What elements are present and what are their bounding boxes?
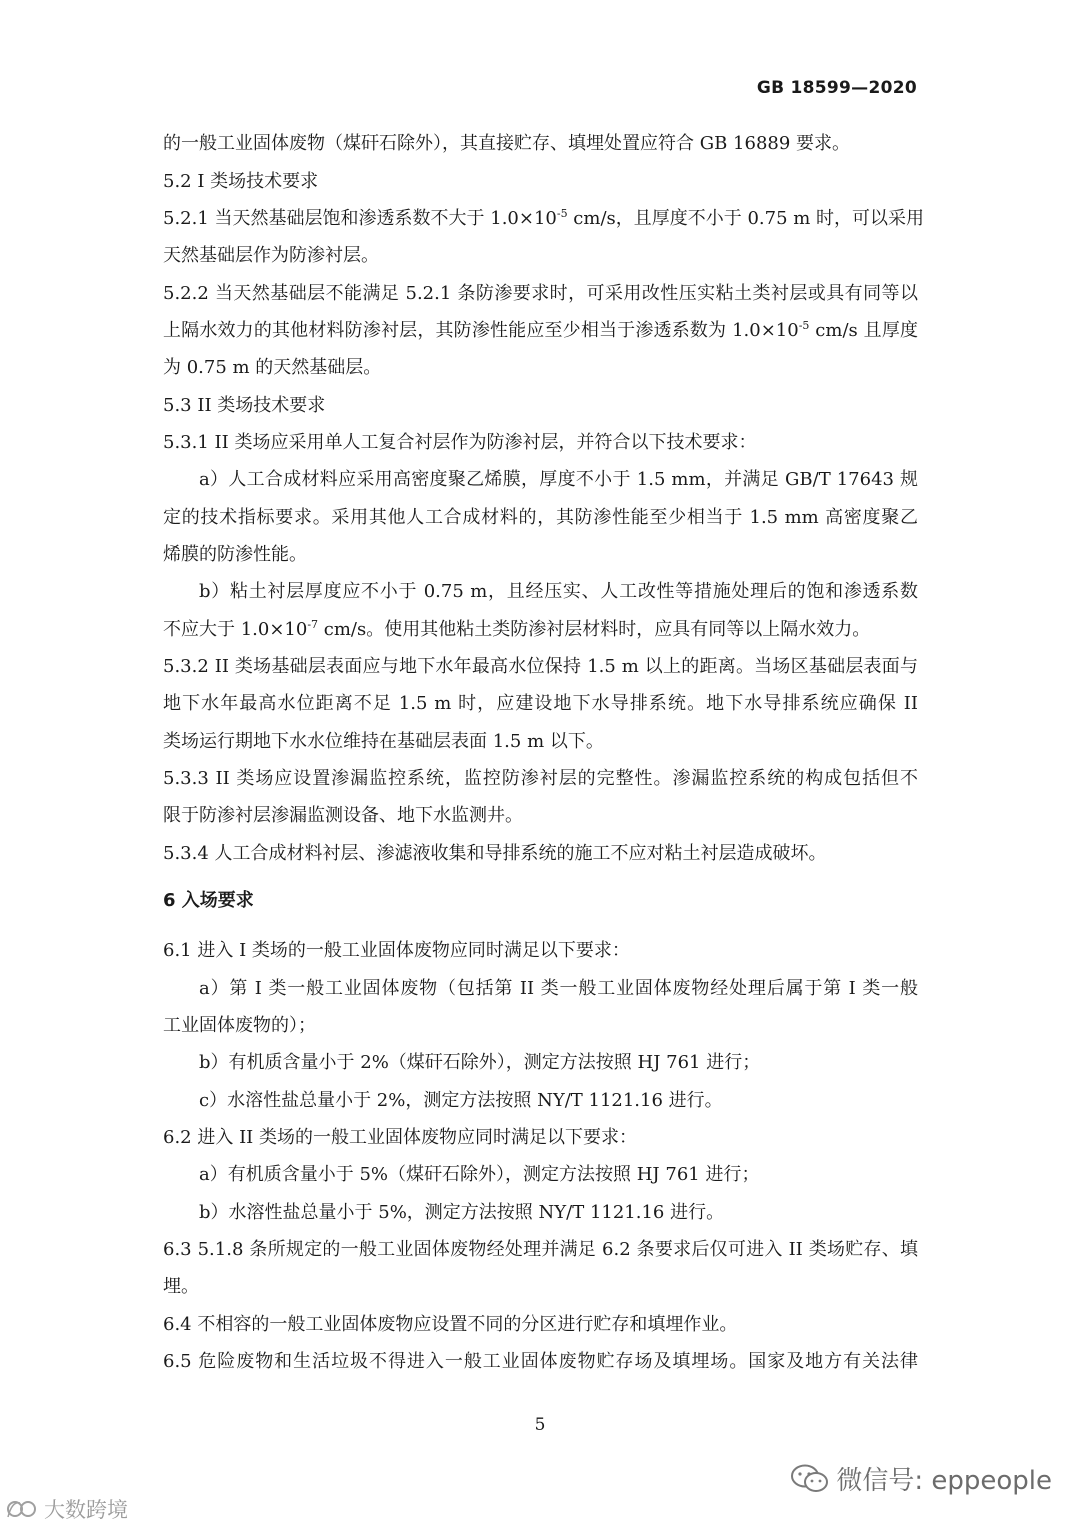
list-item-a: a）有机质含量小于 5%（煤矸石除外），测定方法按照 HJ 761 进行； bbox=[199, 1164, 760, 1185]
brand-logo-icon bbox=[6, 1497, 40, 1521]
page-number: 5 bbox=[534, 1415, 546, 1435]
standard-number: GB 18599—2020 bbox=[756, 78, 917, 98]
text-line: 6.3 5.1.8 条所规定的一般工业固体废物经处理并满足 6.2 条要求后仅可进入 II 类场贮存、填 bbox=[163, 1239, 918, 1260]
text-line: 5.3.4 人工合成材料衬层、渗滤液收集和导排系统的施工不应对粘土衬层造成破坏。 bbox=[163, 843, 827, 864]
text-line: 埋。 bbox=[163, 1276, 199, 1297]
section-heading-5-3: 5.3 II 类场技术要求 bbox=[163, 395, 326, 416]
text-line: 6.4 不相容的一般工业固体废物应设置不同的分区进行贮存和填埋作业。 bbox=[163, 1314, 738, 1335]
list-item-b: b）粘土衬层厚度应不小于 0.75 m，且经压实、人工改性等措施处理后的饱和渗透系数 bbox=[199, 581, 918, 602]
chapter-heading-6: 6 入场要求 bbox=[163, 890, 254, 911]
text-line: 定的技术指标要求。采用其他人工合成材料的，其防渗性能至少相当于 1.5 mm 高密度聚乙 bbox=[163, 507, 918, 528]
text-line: 类场运行期地下水水位维持在基础层表面 1.5 m 以下。 bbox=[163, 731, 604, 752]
text-line: 烯膜的防渗性能。 bbox=[163, 544, 307, 565]
list-item-b: b）有机质含量小于 2%（煤矸石除外），测定方法按照 HJ 761 进行； bbox=[199, 1052, 761, 1073]
text-line: 上隔水效力的其他材料防渗衬层，其防渗性能应至少相当于渗透系数为 $1.0\times 10^{-5}$ cm/s 且厚度 bbox=[163, 319, 918, 341]
text-line: 5.3.2 II 类场基础层表面应与地下水年最高水位保持 1.5 m 以上的距离。当场区基础层表面与 bbox=[163, 656, 918, 677]
list-item-a: a）第 I 类一般工业固体废物（包括第 II 类一般工业固体废物经处理后属于第 I 类一般 bbox=[199, 978, 918, 999]
text-line: 工业固体废物的）； bbox=[163, 1015, 316, 1036]
section-heading-5-2: 5.2 I 类场技术要求 bbox=[163, 171, 319, 192]
text-line: 6.5 危险废物和生活垃圾不得进入一般工业固体废物贮存场及填埋场。国家及地方有关法律 bbox=[163, 1351, 918, 1372]
text-line: 5.2.1 当天然基础层饱和渗透系数不大于 $1.0\times 10^{-5}$ cm/s，且厚度不小于 0.75 m 时，可以采用 bbox=[163, 207, 925, 229]
text-line: 5.2.2 当天然基础层不能满足 5.2.1 条防渗要求时，可采用改性压实粘土类衬层或具有同等以 bbox=[163, 283, 918, 304]
list-item-a: a）人工合成材料应采用高密度聚乙烯膜，厚度不小于 1.5 mm，并满足 GB/T 17643 规 bbox=[199, 469, 918, 490]
list-item-c: c）水溶性盐总量小于 2%，测定方法按照 NY/T 1121.16 进行。 bbox=[199, 1090, 723, 1111]
wechat-watermark bbox=[790, 1460, 1052, 1497]
wechat-id-text: 微信号: eppeople bbox=[836, 1466, 1052, 1496]
text-line: 限于防渗衬层渗漏监测设备、地下水监测井。 bbox=[163, 805, 523, 826]
text-line: 的一般工业固体废物（煤矸石除外），其直接贮存、填埋处置应符合 GB 16889 要求。 bbox=[163, 133, 851, 154]
brand-text: 大数跨境 bbox=[44, 1498, 128, 1522]
text-line: 6.1 进入 I 类场的一般工业固体废物应同时满足以下要求： bbox=[163, 940, 630, 961]
text-line: 6.2 进入 II 类场的一般工业固体废物应同时满足以下要求： bbox=[163, 1127, 638, 1148]
text-line: 5.3.3 II 类场应设置渗漏监控系统，监控防渗衬层的完整性。渗漏监控系统的构成包括但不 bbox=[163, 768, 918, 789]
list-item-b: b）水溶性盐总量小于 5%，测定方法按照 NY/T 1121.16 进行。 bbox=[199, 1202, 725, 1223]
text-line: 5.3.1 II 类场应采用单人工复合衬层作为防渗衬层，并符合以下技术要求： bbox=[163, 432, 757, 453]
text-line: 地下水年最高水位距离不足 1.5 m 时，应建设地下水导排系统。地下水导排系统应确保 II bbox=[163, 693, 918, 714]
wechat-icon bbox=[790, 1463, 830, 1495]
text-line: 天然基础层作为防渗衬层。 bbox=[163, 245, 379, 266]
brand-watermark bbox=[6, 1494, 128, 1524]
text-line: 不应大于 $1.0\times 10^{-7}$ cm/s。使用其他粘土类防渗衬层材料时，应具有同等以上隔水效力。 bbox=[163, 618, 871, 640]
text-line: 为 0.75 m 的天然基础层。 bbox=[163, 357, 382, 378]
